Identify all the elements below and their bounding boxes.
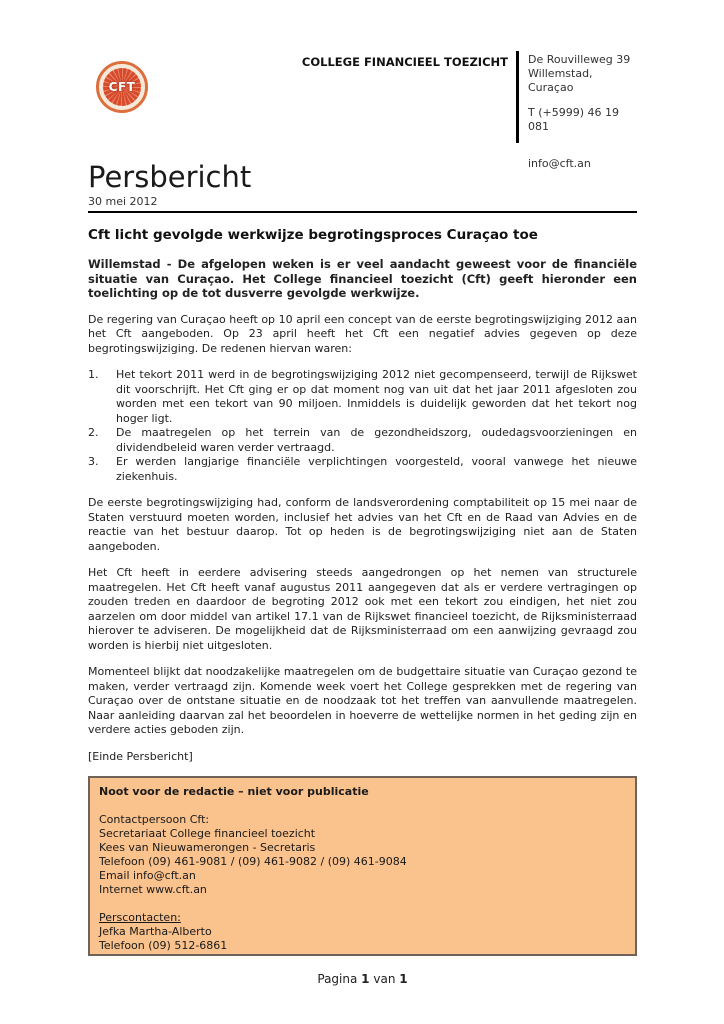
contact-person-block	[99, 813, 626, 897]
note-contact-line: Contactpersoon Cft:	[99, 813, 210, 826]
note-contact-line: Secretariaat College financieel toezicht	[99, 827, 316, 840]
numbered-list	[88, 368, 637, 484]
body-paragraph: Het Cft heeft in eerdere advisering steeds aangedrongen op het nemen van structurele maatregelen. Het Cft heeft vanaf augustus 2011 aangegeven dat als er verdere vertragingen op zouden treden en daardoor de begroting 2012 ook met een tekort zou eindigen, het niet zou aarzelen om door middel van artikel 17.1 van de Rijkswet financieel toezicht, de Rijksministerraad hierover te adviseren. De mogelijkheid dat de Rijksministerraad om een aanwijzing gevraagd zou worden is hierbij niet uitgesloten.	[88, 566, 637, 652]
list-item-text: Er werden langjarige financiële verplichtingen voorgesteld, vooral vanwege het nieuwe ziekenhuis.	[116, 455, 637, 483]
list-item	[88, 455, 637, 484]
note-contact-line: Internet www.cft.an	[99, 883, 207, 896]
address-line: De Rouvilleweg 39	[528, 53, 631, 66]
list-item	[88, 368, 637, 426]
list-item-number: 1.	[88, 368, 99, 381]
press-contacts-heading: Perscontacten:	[99, 911, 181, 924]
body-paragraph: Momenteel blijkt dat noodzakelijke maatregelen om de budgettaire situatie van Curaçao gezond te maken, verder vertraagd zijn. Komende week voert het College gesprekken met de regering van Curaçao over de ontstane situatie en de noodzaak tot het treffen van aanvullende maatregelen. Naar aanleiding daarvan zal het beoordelen in hoeverre de wettelijke normen in het geding zijn en verdere acties geboden zijn.	[88, 665, 637, 736]
letterhead	[88, 50, 637, 170]
list-item-text: Het tekort 2011 werd in de begrotingswijziging 2012 niet gecompenseerd, terwijl de Rijkswet dit voorschrijft. Het Cft ging er op dat moment nog van uit dat het jaar 2011 afgesloten zou worden met een tekort van 90 miljoen. Inmiddels is duidelijk geworden dat het tekort nog hoger ligt.	[116, 368, 637, 425]
footer-of-label: van	[373, 972, 396, 986]
cft-logo-text: CFT	[103, 68, 141, 106]
editor-note-box	[88, 776, 637, 956]
list-item	[88, 426, 637, 455]
footer-page-number: 1	[361, 972, 370, 986]
list-item-number: 2.	[88, 426, 99, 439]
note-contact-line: Telefoon (09) 461-9081 / (09) 461-9082 / (09) 461-9084	[99, 855, 407, 868]
email-line: info@cft.an	[528, 157, 591, 170]
press-contacts-block	[99, 911, 626, 953]
list-item-number: 3.	[88, 455, 99, 468]
body-paragraph: De eerste begrotingswijziging had, conform de landsverordening comptabiliteit op 15 mei naar de Staten verstuurd moeten worden, inclusief het advies van het Cft en de Raad van Advies en de reactie van het bestuur daarop. Tot op heden is de begrotingswijziging niet aan de Staten aangeboden.	[88, 496, 637, 553]
page-footer	[88, 972, 637, 986]
note-box-heading: Noot voor de redactie – niet voor publicatie	[99, 785, 369, 798]
press-contact-line: Jefka Martha-Alberto	[99, 925, 212, 938]
note-contact-line: Kees van Nieuwamerongen - Secretaris	[99, 841, 316, 854]
page-content	[88, 50, 637, 986]
header-divider-bar	[516, 51, 519, 143]
phone-line: T (+5999) 46 19 081	[528, 106, 619, 133]
organization-name: COLLEGE FINANCIEEL TOEZICHT	[301, 55, 508, 69]
page-title: Persbericht	[88, 160, 252, 194]
article-headline: Cft licht gevolgde werkwijze begrotingsproces Curaçao toe	[88, 227, 538, 243]
press-contact-line: Telefoon (09) 512-6861	[99, 939, 228, 952]
list-item-text: De maatregelen op het terrein van de gezondheidszorg, oudedagsvoorzieningen en dividendbeleid waren verder vertraagd.	[116, 426, 637, 454]
footer-total-pages: 1	[399, 972, 408, 986]
lead-paragraph: Willemstad - De afgelopen weken is er veel aandacht geweest voor de financiële situatie van Curaçao. Het College financieel toezicht (Cft) geeft hieronder een toelichting op de tot dusverre gevolgde werkwijze.	[88, 257, 637, 300]
address-line: Willemstad, Curaçao	[528, 67, 593, 94]
note-contact-line: Email info@cft.an	[99, 869, 196, 882]
document-date: 30 mei 2012	[88, 195, 158, 208]
contact-block	[528, 53, 637, 171]
footer-page-label: Pagina	[317, 972, 358, 986]
intro-paragraph: De regering van Curaçao heeft op 10 april een concept van de eerste begrotingswijziging 2012 aan het Cft aangeboden. Op 23 april heeft het Cft een negatief advies gegeven op deze begrotingswijziging. De redenen hiervan waren:	[88, 312, 637, 355]
closing-line: [Einde Persbericht]	[88, 749, 193, 763]
title-rule	[88, 211, 637, 213]
